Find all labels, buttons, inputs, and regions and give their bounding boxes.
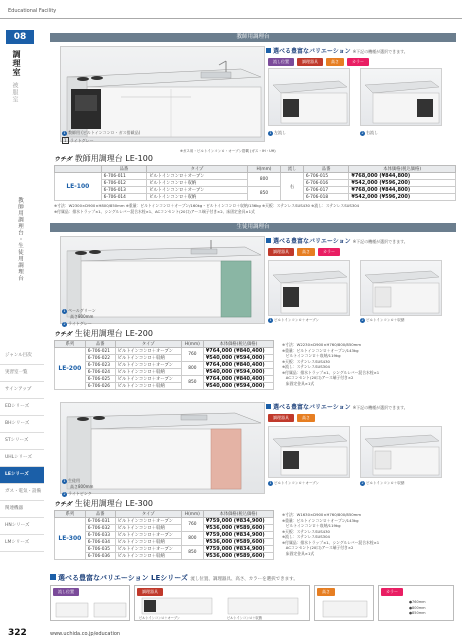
sidebar-nav-item[interactable]: 実習室一覧 bbox=[0, 365, 44, 382]
lineup-caption2: ビルトインコンロ＋収納 bbox=[227, 616, 262, 620]
storage-variant-illustration bbox=[361, 261, 443, 317]
teacher-left-sink-photo bbox=[268, 68, 350, 126]
series-label: LE-200 bbox=[55, 348, 86, 390]
table-row: 6-706-034 ビルトインコンロ＋収納 ¥536,000 (¥589,600) bbox=[55, 539, 274, 546]
badge-icon: 1 bbox=[269, 318, 272, 322]
lineup-heights: ●760mm ●800mm ●850mm bbox=[409, 600, 426, 615]
table-header-row bbox=[55, 511, 274, 518]
square-bullet-icon bbox=[266, 404, 271, 409]
footer-url[interactable]: www.uchida.co.jp/education bbox=[50, 631, 121, 637]
le200-oven-photo bbox=[268, 260, 350, 316]
le200-spec-table bbox=[54, 340, 274, 390]
table-row: 6-706-022 ビルトインコンロ＋収納 ¥540,000 (¥594,000) bbox=[55, 355, 274, 362]
badge-icon: 1 bbox=[269, 481, 272, 485]
le200-variation-chips bbox=[268, 248, 340, 256]
le200-caption-photo2: 2 ビルトインコンロ＋収納 bbox=[361, 318, 405, 322]
sidebar-subtitle: 被服室 bbox=[11, 82, 18, 103]
badge-icon: 1 bbox=[63, 479, 66, 483]
teacher-right-sink-photo bbox=[360, 68, 442, 126]
col-header: 系列 bbox=[55, 511, 86, 518]
lineup-color-box bbox=[378, 585, 454, 621]
col-header: タイプ bbox=[115, 511, 181, 518]
le200-storage-photo bbox=[360, 260, 442, 316]
page-number: 322 bbox=[8, 628, 27, 638]
badge-icon: 2 bbox=[63, 492, 66, 496]
le200-variation-title: 選べる豊富なバリエーション ※下記の機種が選択できます。 bbox=[266, 236, 408, 245]
le200-caption-sub: 2 ライトグレー bbox=[63, 321, 92, 326]
le300-variation-chips bbox=[268, 414, 315, 422]
sidebar-nav-item-active[interactable]: LEシリーズ bbox=[0, 467, 44, 484]
sidebar-nav-item[interactable]: 関連機器 bbox=[0, 501, 44, 518]
series-label: LE-100 bbox=[55, 173, 102, 201]
chip-sink-position[interactable]: 流し位置 bbox=[268, 58, 294, 66]
table-row: 6-706-033 ビルトインコンロ＋オーブン 800 ¥759,000 (¥834,900) bbox=[55, 532, 274, 539]
le200-caption-dims: 高さ800mm bbox=[70, 314, 94, 319]
lineup-caption1: ビルトインコンロ＋オーブン bbox=[139, 616, 180, 620]
col-header: 系列 bbox=[55, 341, 86, 348]
section-number-tab[interactable]: 08 bbox=[6, 30, 34, 44]
le300-caption-photo2: 2 ビルトインコンロ＋収納 bbox=[361, 481, 405, 485]
table-row: 6-706-035 ビルトインコンロ＋オーブン 850 ¥759,000 (¥834,900) bbox=[55, 546, 274, 553]
chip-cooking-equipment[interactable]: 調理器具 bbox=[268, 248, 294, 256]
sidebar-nav-item[interactable]: ジャンル目次 bbox=[0, 348, 44, 365]
col-header: 品番 bbox=[101, 166, 147, 173]
chip-color[interactable]: カラー bbox=[381, 588, 403, 596]
table-row: 6-706-036 ビルトインコンロ＋収納 ¥536,000 (¥589,600) bbox=[55, 553, 274, 560]
le300-caption-dims: 高さ800mm bbox=[70, 484, 94, 489]
col-header: タイプ bbox=[115, 341, 181, 348]
category-label: Educational Facility bbox=[8, 8, 57, 14]
col-header: H(mm) bbox=[181, 341, 203, 348]
chip-cooking-equipment[interactable]: 調理器具 bbox=[268, 414, 294, 422]
left-sink-illustration bbox=[269, 69, 351, 127]
badge-icon: 2 bbox=[361, 481, 364, 485]
col-header: H(mm) bbox=[247, 166, 280, 173]
teacher-caption-main: 1 教師用 (ビルトインコンロ・ガス搭載品) bbox=[63, 130, 141, 135]
teacher-variation-chips bbox=[268, 58, 369, 66]
le300-photo bbox=[60, 402, 265, 494]
le300-oven-photo bbox=[268, 426, 350, 478]
table-row: 6-706-032 ビルトインコンロ＋収納 ¥536,000 (¥589,600) bbox=[55, 525, 274, 532]
lineup-equipment-box bbox=[134, 585, 310, 621]
section-header-student: 生徒用調理台 bbox=[50, 223, 456, 232]
teacher-spec-note2: ※付属品：排水トラップ×1、シングルレバー混合水栓×1、ACコンセント(20口)アース端子付き×2、床固定金具×1式 bbox=[54, 209, 255, 214]
le300-caption-photo1: 1 ビルトインコンロ＋オーブン bbox=[269, 481, 320, 485]
sidebar-nav-item[interactable]: EDシリーズ bbox=[0, 399, 44, 416]
section-header-teacher: 教師用調理台 bbox=[50, 33, 456, 42]
table-row: 6-706-024 ビルトインコンロ＋収納 ¥540,000 (¥594,000) bbox=[55, 369, 274, 376]
sidebar-nav-item[interactable]: BHシリーズ bbox=[0, 416, 44, 433]
le300-variation-title: 選べる豊富なバリエーション ※下記の機種が選択できます。 bbox=[266, 402, 408, 411]
badge-icon: 1 bbox=[269, 131, 272, 135]
col-header: 本体価格(税込価格) bbox=[349, 166, 456, 173]
le300-illustration bbox=[61, 403, 266, 495]
table-row: 6-706-013 ビルトインコンロ＋オーブン 850 6-706-017 ¥768,000 (¥844,800) bbox=[55, 187, 456, 194]
badge-icon: 2 bbox=[361, 131, 364, 135]
chip-height[interactable]: 高さ bbox=[297, 248, 315, 256]
chip-color[interactable]: カラー bbox=[318, 248, 340, 256]
col-header: 品番 bbox=[303, 166, 349, 173]
right-sink-illustration bbox=[361, 69, 443, 127]
le300-caption-main: 1 生徒用 bbox=[63, 478, 80, 483]
le200-caption-photo1: 1 ビルトインコンロ＋オーブン bbox=[269, 318, 320, 322]
teacher-caption-note: ※ガス用・ビルトインコンロ・オーブン搭載 (ガス・IH・UH) bbox=[180, 149, 276, 153]
col-header: タイプ bbox=[147, 166, 248, 173]
chip-height[interactable]: 高さ bbox=[326, 58, 344, 66]
teacher-caption-label: 1 ライトグレー bbox=[64, 138, 94, 143]
col-header: 品番 bbox=[85, 341, 115, 348]
series-label: LE-300 bbox=[55, 518, 86, 560]
sink-variant-illustration bbox=[52, 597, 130, 621]
square-bullet-icon bbox=[266, 48, 271, 53]
col-header: 本体価格(税込価格) bbox=[203, 511, 273, 518]
le300-product-title: ウチダ 生徒用調理台 LE-300 bbox=[54, 499, 153, 508]
square-bullet-icon bbox=[266, 238, 271, 243]
chip-height[interactable]: 高さ bbox=[317, 588, 335, 596]
sidebar-nav-item[interactable]: STシリーズ bbox=[0, 433, 44, 450]
table-header-row bbox=[55, 341, 274, 348]
oven-variant-illustration bbox=[269, 261, 351, 317]
teacher-table-photo bbox=[60, 46, 265, 142]
teacher-spec-note: ※寸法：W2300×D900×H800/850mm ※重量：ビルトインコンロ＋オーブン/160kg・ビルトインコンロ＋収納/136kg ※天板：ステンレスSUS430 ※流し：ステンレスSUS304 bbox=[54, 203, 360, 208]
teacher-variation-title: 選べる豊富なバリエーション ※下記の機種が選択できます。 bbox=[266, 46, 408, 55]
height-variant-illustration bbox=[317, 597, 373, 619]
sidebar-title: 調理室 bbox=[12, 50, 21, 77]
lineup-title: 選べる豊富なバリエーション LEシリーズ 流し位置、調理器具、高さ、カラーを選択できます。 bbox=[50, 573, 298, 583]
top-divider bbox=[0, 18, 462, 19]
table-row: 6-706-026 ビルトインコンロ＋収納 ¥540,000 (¥594,000) bbox=[55, 383, 274, 390]
teacher-product-title: ウチダ 教師用調理台 LE-100 bbox=[54, 154, 153, 163]
le300-caption-sub: 2 ライトピンク bbox=[63, 491, 92, 496]
table-row: 6-706-014 ビルトインコンロ＋収納 6-706-018 ¥542,000 (¥596,200) bbox=[55, 194, 456, 201]
le200-caption-main: 1 ペールグリーン bbox=[63, 308, 96, 313]
teacher-caption-right: 2 右流し bbox=[361, 130, 378, 135]
sidebar-nav-item[interactable]: UHLシリーズ bbox=[0, 450, 44, 467]
storage-variant-illustration bbox=[361, 427, 443, 479]
table-row: 6-706-012 ビルトインコンロ＋収納 6-706-016 ¥542,000 (¥596,200) bbox=[55, 180, 456, 187]
table-header-row bbox=[55, 166, 456, 173]
col-header: H(mm) bbox=[181, 511, 203, 518]
table-row: LE-100 6-706-011 ビルトインコンロ＋オーブン 800 右 6-706-015 ¥768,000 (¥844,800) bbox=[55, 173, 456, 180]
sidebar-nav-item[interactable]: サインアップ bbox=[0, 382, 44, 399]
chip-cooking-equipment[interactable]: 調理器具 bbox=[137, 588, 163, 596]
teacher-table-illustration bbox=[61, 47, 266, 143]
sidebar-description: 教師用調理台・生徒用調理台 bbox=[17, 197, 23, 282]
le200-spec-notes: ※寸法：W2230×D900×H760/800/850mm ※重量：ビルトインコンロ＋オーブン/143kg ビルトインコンロ＋収納/119kg ※天板：ステンレスSUS430 ※流し：ステンレスSUS304 ※付属品：排水トラップ×1、シングルレバー混合水栓×1 ACコンセント(20口)アース端子付き×2 床固定金具×1式 bbox=[282, 342, 380, 386]
col-header: 本体価格(税込価格) bbox=[203, 341, 273, 348]
col-header: 品番 bbox=[85, 511, 115, 518]
chip-height[interactable]: 高さ bbox=[297, 414, 315, 422]
le300-storage-photo bbox=[360, 426, 442, 478]
footer bbox=[0, 622, 462, 644]
table-row: 6-706-025 ビルトインコンロ＋オーブン 850 ¥764,000 (¥840,400) bbox=[55, 376, 274, 383]
teacher-spec-table bbox=[54, 165, 456, 201]
le200-product-title: ウチダ 生徒用調理台 LE-200 bbox=[54, 329, 153, 338]
chip-sink-position[interactable]: 流し位置 bbox=[53, 588, 79, 596]
sidebar-nav bbox=[0, 348, 44, 552]
top-bar bbox=[0, 0, 462, 22]
lineup-height-box bbox=[314, 585, 374, 621]
badge-icon: 2 bbox=[361, 318, 364, 322]
chip-cooking-equipment[interactable]: 調理器具 bbox=[297, 58, 323, 66]
table-row: LE-300 6-706-031 ビルトインコンロ＋オーブン 760 ¥759,000 (¥834,900) bbox=[55, 518, 274, 525]
chip-color[interactable]: カラー bbox=[347, 58, 369, 66]
teacher-caption-left: 1 左流し bbox=[269, 130, 286, 135]
table-row: LE-200 6-706-021 ビルトインコンロ＋オーブン 760 ¥764,000 (¥840,400) bbox=[55, 348, 274, 355]
le300-spec-notes: ※寸法：W1630×D900×H760/800/850mm ※重量：ビルトインコンロ＋オーブン/143kg ビルトインコンロ＋収納/119kg ※天板：ステンレスSUS430 ※流し：ステンレスSUS304 ※付属品：排水トラップ×1、シングルレバー混合水栓×1 ACコンセント(20口)アース端子付き×2 床固定金具×1式 bbox=[282, 512, 380, 556]
lineup-sink-box bbox=[50, 585, 130, 621]
badge-icon: 2 bbox=[63, 322, 66, 326]
table-row: 6-706-023 ビルトインコンロ＋オーブン 800 ¥764,000 (¥840,400) bbox=[55, 362, 274, 369]
badge-icon: 1 bbox=[63, 309, 66, 313]
oven-variant-illustration bbox=[269, 427, 351, 479]
sidebar-nav-item[interactable]: LMシリーズ bbox=[0, 535, 44, 552]
sidebar-nav-item[interactable]: HNシリーズ bbox=[0, 518, 44, 535]
square-bullet-icon bbox=[50, 574, 56, 580]
equipment-variant-illustration bbox=[138, 596, 308, 616]
le300-spec-table bbox=[54, 510, 274, 560]
badge-icon: 1 bbox=[63, 131, 66, 135]
sidebar bbox=[0, 22, 44, 622]
col-header: 流し bbox=[281, 166, 304, 173]
sidebar-nav-item[interactable]: ガス・電気・設備 bbox=[0, 484, 44, 501]
